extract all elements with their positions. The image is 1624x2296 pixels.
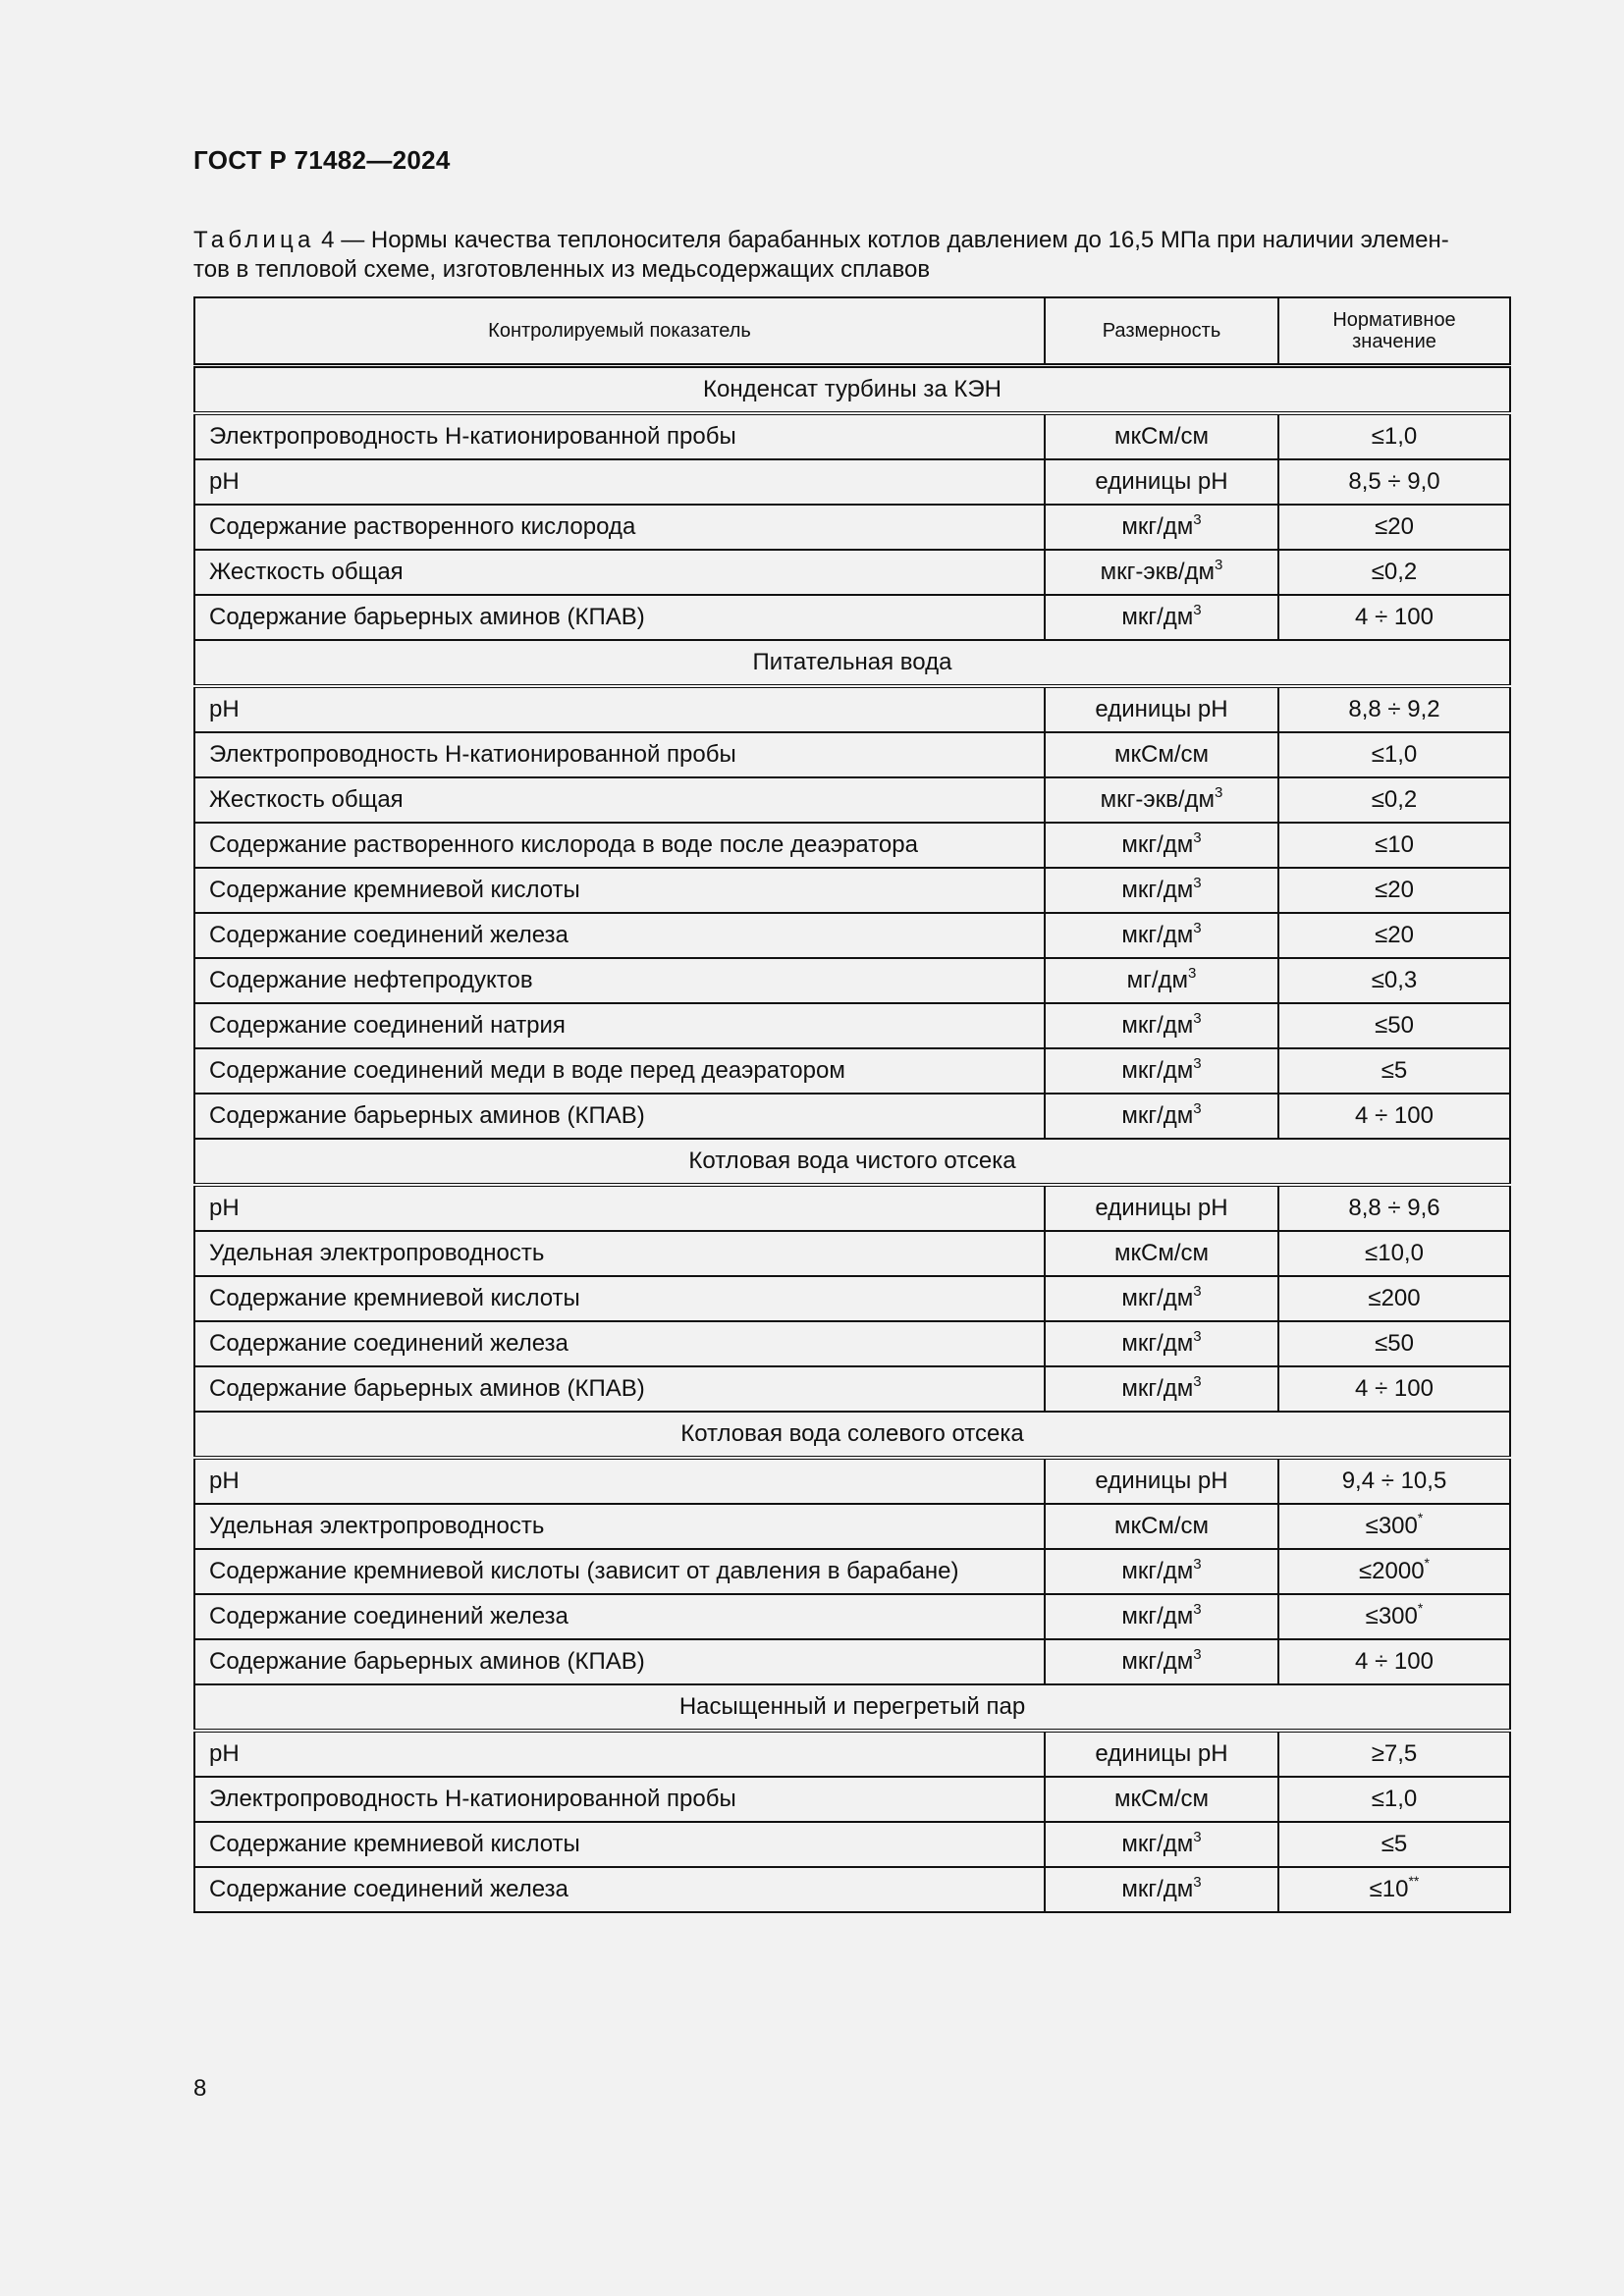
unit-text: мкг/дм — [1121, 1558, 1194, 1584]
unit-superscript: 3 — [1193, 1055, 1202, 1072]
unit-text: мкг/дм — [1121, 877, 1194, 903]
table-body — [194, 366, 1510, 1913]
unit-superscript: 3 — [1193, 1010, 1202, 1027]
cell-parameter: Содержание нефтепродуктов — [194, 958, 1045, 1003]
cell-parameter: pH — [194, 1185, 1045, 1231]
unit-text: мкг/дм — [1121, 1375, 1194, 1402]
cell-unit — [1045, 1094, 1278, 1139]
unit-text: мкг/дм — [1121, 831, 1194, 858]
cell-value — [1278, 1549, 1510, 1594]
table-row — [194, 1458, 1510, 1504]
unit-superscript: 3 — [1193, 1283, 1202, 1300]
norms-table — [193, 296, 1511, 1913]
cell-value — [1278, 1003, 1510, 1048]
unit-text: мкг/дм — [1121, 513, 1194, 540]
unit-superscript: 3 — [1193, 920, 1202, 936]
cell-unit — [1045, 550, 1278, 595]
cell-value — [1278, 1321, 1510, 1366]
value-text: ≤10,0 — [1365, 1240, 1424, 1266]
table-row — [194, 505, 1510, 550]
table-row — [194, 1094, 1510, 1139]
cell-unit — [1045, 958, 1278, 1003]
table-row — [194, 459, 1510, 505]
unit-superscript: 3 — [1193, 1556, 1202, 1573]
cell-unit — [1045, 1731, 1278, 1777]
unit-text: мкг/дм — [1121, 1330, 1194, 1357]
cell-parameter: Содержание кремниевой кислоты (зависит от давления в барабане) — [194, 1549, 1045, 1594]
value-text: ≤1,0 — [1371, 423, 1418, 450]
cell-parameter: Содержание барьерных аминов (КПАВ) — [194, 1639, 1045, 1684]
cell-value — [1278, 1639, 1510, 1684]
cell-parameter: Электропроводность Н-катионированной пробы — [194, 732, 1045, 777]
value-text: 8,8 ÷ 9,2 — [1348, 696, 1440, 722]
unit-text: мкг/дм — [1121, 1012, 1194, 1039]
section-row — [194, 1684, 1510, 1731]
cell-parameter: pH — [194, 1458, 1045, 1504]
cell-parameter: Содержание соединений железа — [194, 1594, 1045, 1639]
unit-superscript: 3 — [1193, 602, 1202, 618]
cell-unit — [1045, 1048, 1278, 1094]
cell-value — [1278, 732, 1510, 777]
cell-value — [1278, 686, 1510, 732]
value-text: 8,5 ÷ 9,0 — [1348, 468, 1440, 495]
value-text: 9,4 ÷ 10,5 — [1341, 1468, 1447, 1494]
value-text: ≤10 — [1375, 831, 1414, 858]
cell-unit — [1045, 1594, 1278, 1639]
cell-unit — [1045, 823, 1278, 868]
unit-text: мг/дм — [1126, 967, 1189, 993]
value-text: ≤300 — [1365, 1603, 1418, 1629]
unit-superscript: 3 — [1193, 1601, 1202, 1618]
table-caption-line2: тов в тепловой схеме, изготовленных из медьсодержащих сплавов — [193, 256, 931, 283]
table-row — [194, 413, 1510, 459]
cell-unit — [1045, 868, 1278, 913]
value-text: 4 ÷ 100 — [1355, 604, 1434, 630]
cell-unit — [1045, 1777, 1278, 1822]
cell-value — [1278, 1048, 1510, 1094]
cell-value — [1278, 1594, 1510, 1639]
table-header-row — [194, 297, 1510, 366]
unit-superscript: 3 — [1193, 1829, 1202, 1845]
value-text: ≤20 — [1375, 513, 1414, 540]
cell-unit — [1045, 1639, 1278, 1684]
cell-unit — [1045, 1276, 1278, 1321]
unit-superscript: 3 — [1193, 511, 1202, 528]
table-row — [194, 868, 1510, 913]
cell-value — [1278, 1504, 1510, 1549]
footnote-mark: * — [1424, 1555, 1430, 1571]
cell-unit — [1045, 686, 1278, 732]
cell-unit — [1045, 777, 1278, 823]
cell-parameter: Содержание кремниевой кислоты — [194, 868, 1045, 913]
unit-text: мкСм/см — [1114, 423, 1209, 450]
cell-value — [1278, 505, 1510, 550]
cell-value — [1278, 777, 1510, 823]
cell-unit — [1045, 1185, 1278, 1231]
footnote-mark: ** — [1408, 1873, 1420, 1889]
value-text: ≥7,5 — [1371, 1740, 1418, 1767]
value-text: 4 ÷ 100 — [1355, 1102, 1434, 1129]
section-title: Питательная вода — [194, 640, 1510, 686]
unit-text: мкг-экв/дм — [1100, 786, 1216, 813]
cell-parameter: Удельная электропроводность — [194, 1504, 1045, 1549]
table-caption-title: 4 — Нормы качества теплоносителя барабанных котлов давлением до 16,5 МПа при наличии элемен- — [314, 227, 1449, 253]
unit-text: единицы pH — [1095, 1740, 1228, 1767]
table-row — [194, 686, 1510, 732]
cell-parameter: pH — [194, 459, 1045, 505]
section-title: Котловая вода солевого отсека — [194, 1412, 1510, 1458]
cell-parameter: Содержание соединений железа — [194, 1321, 1045, 1366]
table-row — [194, 550, 1510, 595]
cell-unit — [1045, 459, 1278, 505]
cell-unit — [1045, 732, 1278, 777]
table-row — [194, 1777, 1510, 1822]
table-row — [194, 1731, 1510, 1777]
cell-unit — [1045, 505, 1278, 550]
value-text: ≤200 — [1368, 1285, 1421, 1311]
value-text: ≤20 — [1375, 922, 1414, 948]
unit-text: мкг/дм — [1121, 604, 1194, 630]
cell-parameter: Удельная электропроводность — [194, 1231, 1045, 1276]
cell-parameter: Жесткость общая — [194, 777, 1045, 823]
cell-value — [1278, 1276, 1510, 1321]
table-row — [194, 1366, 1510, 1412]
document-id: ГОСТ Р 71482—2024 — [193, 145, 451, 175]
cell-value — [1278, 1366, 1510, 1412]
cell-value — [1278, 1731, 1510, 1777]
cell-value — [1278, 459, 1510, 505]
unit-text: мкСм/см — [1114, 1786, 1209, 1812]
value-text: ≤10 — [1369, 1876, 1409, 1902]
table-row — [194, 777, 1510, 823]
cell-value — [1278, 868, 1510, 913]
table-row — [194, 1048, 1510, 1094]
unit-text: единицы pH — [1095, 1468, 1228, 1494]
unit-superscript: 3 — [1193, 1874, 1202, 1891]
unit-text: мкСм/см — [1114, 1513, 1209, 1539]
value-text: ≤50 — [1375, 1012, 1414, 1039]
value-text: ≤0,2 — [1371, 559, 1418, 585]
unit-text: мкг/дм — [1121, 1285, 1194, 1311]
column-header-parameter: Контролируемый показатель — [194, 297, 1045, 366]
cell-unit — [1045, 1321, 1278, 1366]
table-row — [194, 1822, 1510, 1867]
table-row — [194, 1003, 1510, 1048]
unit-superscript: 3 — [1193, 875, 1202, 891]
value-text: ≤1,0 — [1371, 741, 1418, 768]
value-text: ≤300 — [1365, 1513, 1418, 1539]
footnote-mark: * — [1417, 1510, 1424, 1525]
column-header-unit: Размерность — [1045, 297, 1278, 366]
section-row — [194, 640, 1510, 686]
cell-parameter: Электропроводность Н-катионированной пробы — [194, 1777, 1045, 1822]
table-row — [194, 1231, 1510, 1276]
cell-parameter: pH — [194, 1731, 1045, 1777]
cell-parameter: pH — [194, 686, 1045, 732]
unit-superscript: 3 — [1215, 557, 1223, 573]
cell-parameter: Содержание соединений натрия — [194, 1003, 1045, 1048]
unit-text: мкСм/см — [1114, 741, 1209, 768]
cell-value — [1278, 1822, 1510, 1867]
table-row — [194, 1321, 1510, 1366]
cell-unit — [1045, 1003, 1278, 1048]
cell-parameter: Содержание барьерных аминов (КПАВ) — [194, 1094, 1045, 1139]
value-text: ≤5 — [1380, 1057, 1408, 1084]
cell-unit — [1045, 1504, 1278, 1549]
cell-unit — [1045, 1458, 1278, 1504]
value-text: 4 ÷ 100 — [1355, 1648, 1434, 1675]
cell-parameter: Электропроводность Н-катионированной пробы — [194, 413, 1045, 459]
cell-value — [1278, 1777, 1510, 1822]
unit-superscript: 3 — [1193, 1373, 1202, 1390]
table-row — [194, 595, 1510, 640]
cell-parameter: Жесткость общая — [194, 550, 1045, 595]
cell-parameter: Содержание кремниевой кислоты — [194, 1276, 1045, 1321]
unit-text: единицы pH — [1095, 468, 1228, 495]
cell-unit — [1045, 1549, 1278, 1594]
cell-unit — [1045, 1867, 1278, 1912]
cell-value — [1278, 823, 1510, 868]
cell-value — [1278, 1185, 1510, 1231]
table-row — [194, 1639, 1510, 1684]
unit-superscript: 3 — [1193, 829, 1202, 846]
unit-text: мкг/дм — [1121, 1876, 1194, 1902]
cell-parameter: Содержание барьерных аминов (КПАВ) — [194, 595, 1045, 640]
cell-value — [1278, 1458, 1510, 1504]
value-text: ≤0,2 — [1371, 786, 1418, 813]
table-row — [194, 913, 1510, 958]
unit-text: мкг/дм — [1121, 1102, 1194, 1129]
unit-text: единицы pH — [1095, 1195, 1228, 1221]
cell-parameter: Содержание соединений железа — [194, 1867, 1045, 1912]
unit-text: мкг/дм — [1121, 1831, 1194, 1857]
cell-parameter: Содержание соединений железа — [194, 913, 1045, 958]
cell-value — [1278, 413, 1510, 459]
cell-parameter: Содержание растворенного кислорода в воде после деаэратора — [194, 823, 1045, 868]
cell-value — [1278, 913, 1510, 958]
unit-text: единицы pH — [1095, 696, 1228, 722]
section-row — [194, 366, 1510, 414]
page-number: 8 — [193, 2075, 207, 2102]
unit-superscript: 3 — [1193, 1328, 1202, 1345]
cell-unit — [1045, 413, 1278, 459]
value-text: ≤5 — [1380, 1831, 1408, 1857]
table-caption — [193, 226, 1509, 285]
value-text: ≤50 — [1375, 1330, 1414, 1357]
section-title: Котловая вода чистого отсека — [194, 1139, 1510, 1185]
unit-text: мкг/дм — [1121, 1648, 1194, 1675]
cell-parameter: Содержание соединений меди в воде перед деаэратором — [194, 1048, 1045, 1094]
unit-text: мкг-экв/дм — [1100, 559, 1216, 585]
unit-superscript: 3 — [1215, 784, 1223, 801]
section-title: Конденсат турбины за КЭН — [194, 366, 1510, 414]
unit-text: мкг/дм — [1121, 922, 1194, 948]
unit-text: мкг/дм — [1121, 1603, 1194, 1629]
table-row — [194, 1185, 1510, 1231]
unit-text: мкСм/см — [1114, 1240, 1209, 1266]
cell-unit — [1045, 913, 1278, 958]
value-text: ≤20 — [1375, 877, 1414, 903]
unit-superscript: 3 — [1188, 965, 1197, 982]
table-row — [194, 823, 1510, 868]
cell-parameter: Содержание кремниевой кислоты — [194, 1822, 1045, 1867]
unit-superscript: 3 — [1193, 1100, 1202, 1117]
cell-value — [1278, 550, 1510, 595]
cell-unit — [1045, 1231, 1278, 1276]
unit-superscript: 3 — [1193, 1646, 1202, 1663]
table-caption-label: Таблица — [193, 227, 315, 253]
cell-unit — [1045, 1366, 1278, 1412]
footnote-mark: * — [1417, 1600, 1424, 1616]
column-header-value: Нормативное значение — [1278, 297, 1510, 366]
value-text: ≤1,0 — [1371, 1786, 1418, 1812]
value-text: ≤0,3 — [1371, 967, 1418, 993]
table-row — [194, 732, 1510, 777]
cell-parameter: Содержание растворенного кислорода — [194, 505, 1045, 550]
section-title: Насыщенный и перегретый пар — [194, 1684, 1510, 1731]
value-text: 4 ÷ 100 — [1355, 1375, 1434, 1402]
table-row — [194, 958, 1510, 1003]
value-text: ≤2000 — [1358, 1558, 1425, 1584]
table-row — [194, 1594, 1510, 1639]
cell-unit — [1045, 1822, 1278, 1867]
cell-parameter: Содержание барьерных аминов (КПАВ) — [194, 1366, 1045, 1412]
value-text: 8,8 ÷ 9,6 — [1348, 1195, 1440, 1221]
cell-value — [1278, 1867, 1510, 1912]
unit-text: мкг/дм — [1121, 1057, 1194, 1084]
table-row — [194, 1276, 1510, 1321]
table-row — [194, 1504, 1510, 1549]
cell-value — [1278, 1231, 1510, 1276]
section-row — [194, 1412, 1510, 1458]
table-row — [194, 1867, 1510, 1912]
cell-value — [1278, 595, 1510, 640]
cell-value — [1278, 1094, 1510, 1139]
cell-unit — [1045, 595, 1278, 640]
section-row — [194, 1139, 1510, 1185]
cell-value — [1278, 958, 1510, 1003]
table-row — [194, 1549, 1510, 1594]
